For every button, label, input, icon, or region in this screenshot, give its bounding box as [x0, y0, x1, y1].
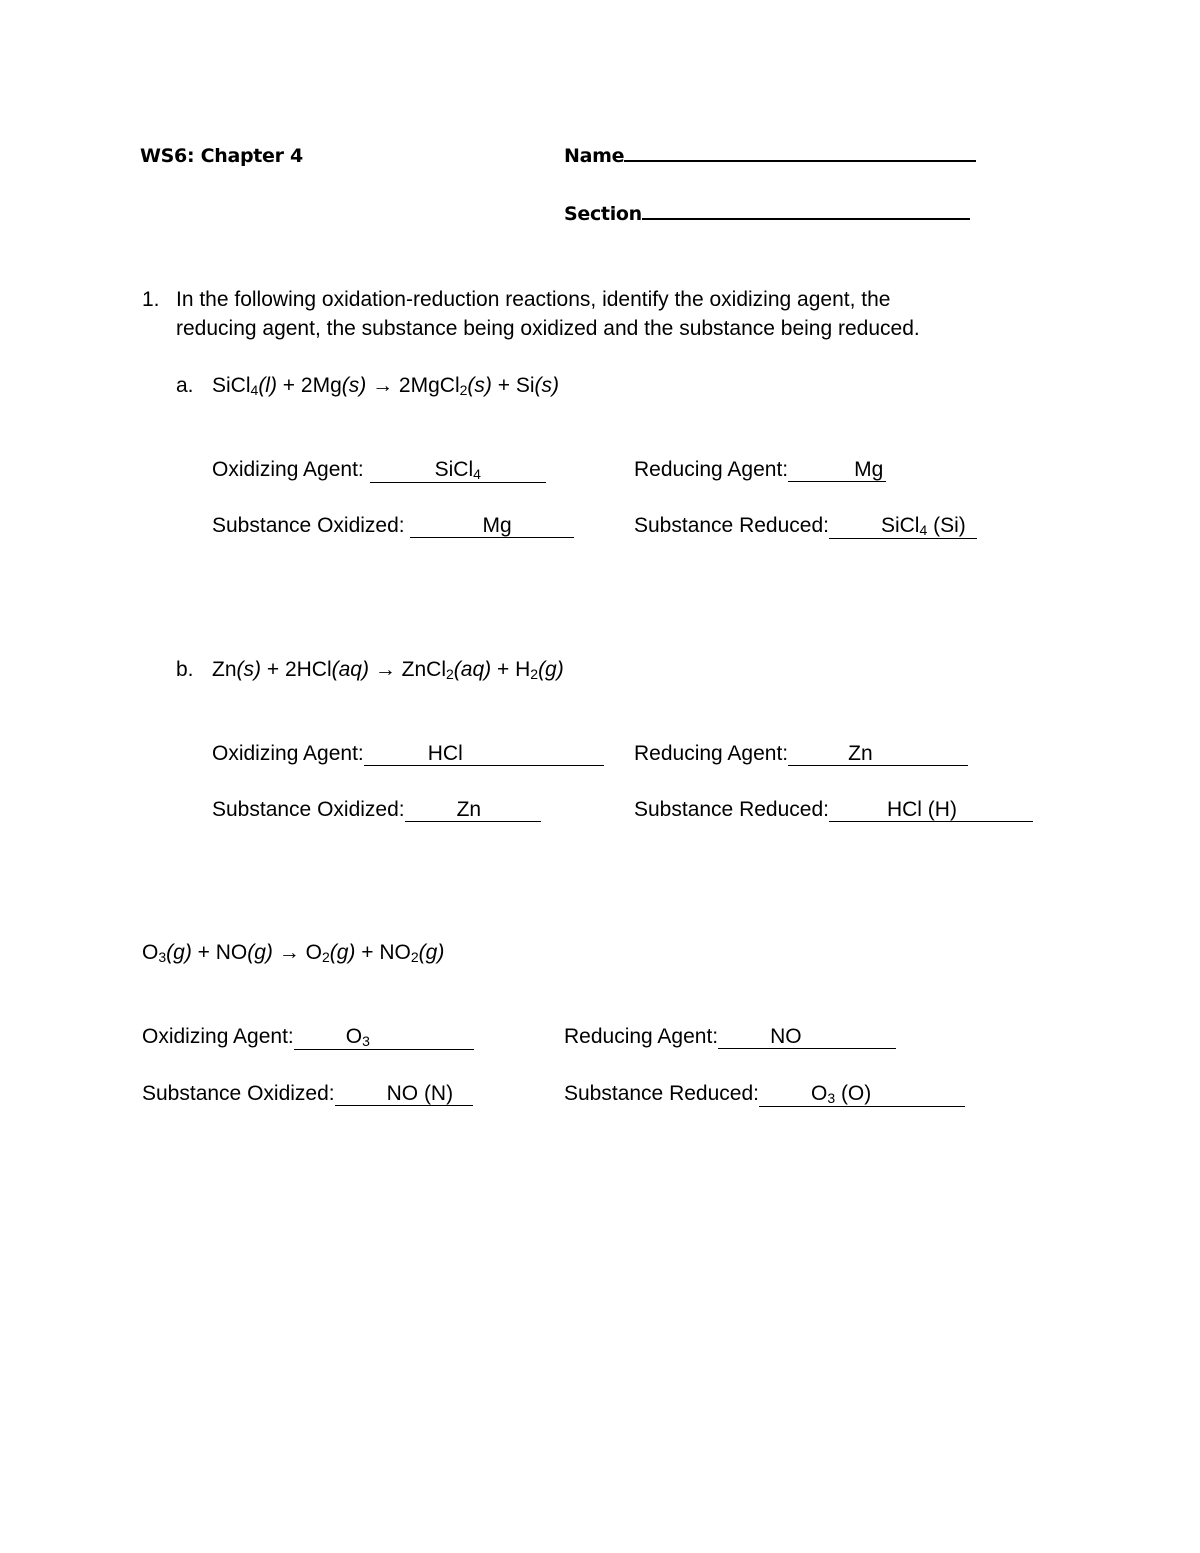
part-a-letter: a. [176, 374, 194, 397]
part-a-substance-reduced [634, 514, 977, 539]
part-c-oxidizing-agent-answer[interactable]: O3 [294, 1026, 474, 1050]
section-field[interactable] [564, 203, 970, 225]
section-blank[interactable] [642, 218, 970, 220]
part-c-substance-oxidized [142, 1082, 473, 1106]
part-a-oxidizing-agent [212, 458, 546, 483]
part-c-reducing-agent-answer[interactable]: NO [718, 1026, 896, 1049]
part-c-substance-reduced-answer[interactable]: O3 (O) [759, 1083, 965, 1107]
name-label: Name [564, 145, 625, 167]
question-number: 1. [142, 288, 160, 311]
part-b-substance-reduced-answer[interactable]: HCl (H) [829, 799, 1033, 822]
part-b-oxidizing-agent-answer[interactable]: HCl [364, 743, 604, 766]
part-a-oxidizing-agent-answer[interactable]: SiCl4 [370, 459, 546, 483]
part-a-substance-reduced-answer[interactable]: SiCl4 (Si) [829, 515, 977, 539]
part-c-equation: O3(g) + NO(g) → O2(g) + NO2(g) [142, 941, 445, 965]
substance-reduced-label: Substance Reduced: [634, 798, 829, 821]
part-b-substance-oxidized-answer[interactable]: Zn [405, 799, 541, 822]
question-text-line-1: In the following oxidation-reduction reactions, identify the oxidizing agent, the [176, 288, 891, 311]
part-b-reducing-agent [634, 742, 968, 766]
part-a-reducing-agent-answer[interactable]: Mg [788, 459, 886, 482]
part-a-equation: SiCl4(l) + 2Mg(s) → 2MgCl2(s) + Si(s) [212, 374, 560, 398]
section-label: Section [564, 203, 642, 225]
substance-reduced-label: Substance Reduced: [634, 514, 829, 537]
oxidizing-agent-label: Oxidizing Agent: [212, 742, 364, 765]
question-text-line-2: reducing agent, the substance being oxidized and the substance being reduced. [176, 317, 920, 340]
oxidizing-agent-label: Oxidizing Agent: [212, 458, 364, 481]
name-blank[interactable] [624, 160, 976, 162]
part-b-letter: b. [176, 658, 194, 681]
part-c-substance-reduced [564, 1082, 965, 1107]
worksheet-title: WS6: Chapter 4 [140, 145, 303, 167]
reducing-agent-label: Reducing Agent: [634, 458, 789, 481]
reducing-agent-label: Reducing Agent: [634, 742, 789, 765]
part-b-substance-reduced [634, 798, 1033, 822]
part-a-substance-oxidized-answer[interactable]: Mg [410, 515, 574, 538]
part-b-substance-oxidized [212, 798, 541, 822]
part-a-substance-oxidized [212, 514, 574, 538]
part-c-oxidizing-agent [142, 1025, 474, 1050]
substance-oxidized-label: Substance Oxidized: [212, 798, 405, 821]
part-c-substance-oxidized-answer[interactable]: NO (N) [335, 1083, 473, 1106]
part-b-reducing-agent-answer[interactable]: Zn [788, 743, 968, 766]
reducing-agent-label: Reducing Agent: [564, 1025, 719, 1048]
substance-oxidized-label: Substance Oxidized: [212, 514, 405, 537]
substance-oxidized-label: Substance Oxidized: [142, 1082, 335, 1105]
part-b-oxidizing-agent [212, 742, 604, 766]
name-field[interactable] [564, 145, 976, 167]
oxidizing-agent-label: Oxidizing Agent: [142, 1025, 294, 1048]
substance-reduced-label: Substance Reduced: [564, 1082, 759, 1105]
part-b-equation: Zn(s) + 2HCl(aq) → ZnCl2(aq) + H2(g) [212, 658, 564, 682]
part-c-reducing-agent [564, 1025, 896, 1049]
part-a-reducing-agent [634, 458, 886, 482]
